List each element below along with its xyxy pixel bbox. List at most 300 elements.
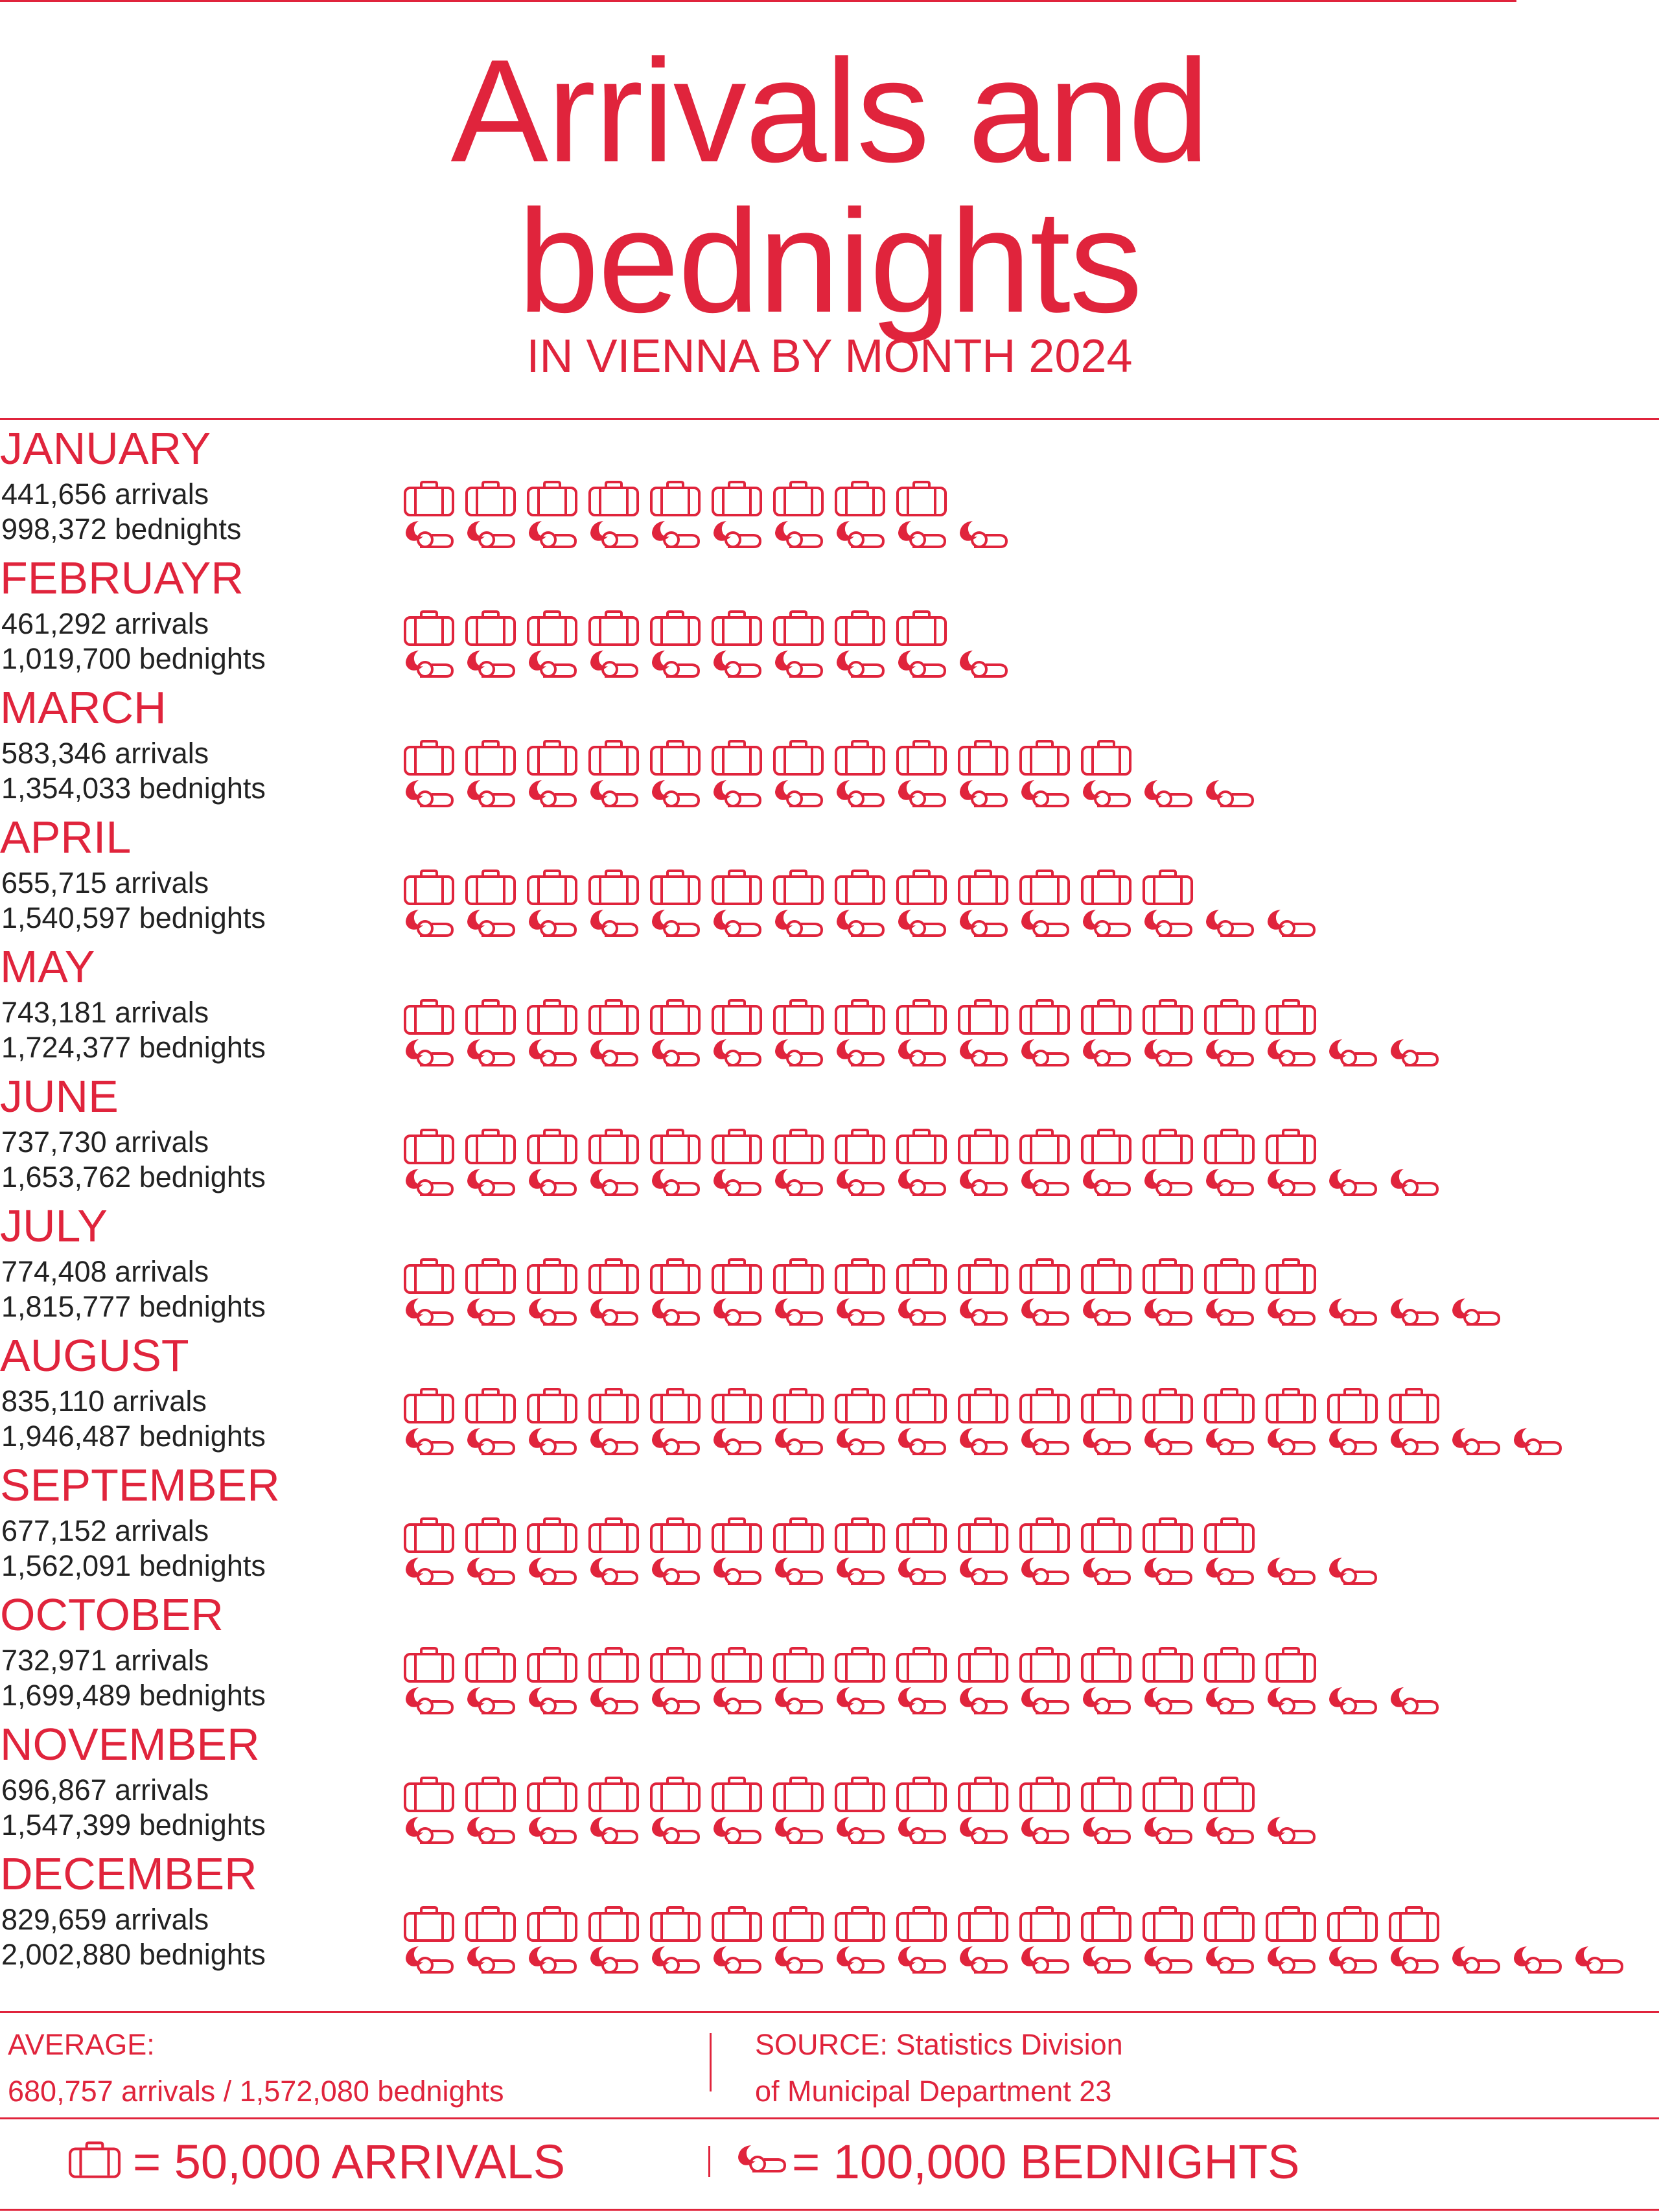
bed-icon bbox=[652, 1946, 699, 1972]
bed-icon bbox=[467, 1558, 514, 1584]
month-label: JULY bbox=[0, 1201, 108, 1251]
suitcase-icon bbox=[528, 1907, 576, 1941]
suitcase-icon bbox=[467, 1389, 515, 1422]
suitcase-icon bbox=[713, 1907, 761, 1941]
suitcase-icon bbox=[1082, 1778, 1130, 1811]
month-label: APRIL bbox=[0, 812, 132, 862]
bed-icon bbox=[837, 910, 883, 936]
bed-icon bbox=[529, 1817, 575, 1843]
arrivals-value: 583,346 arrivals bbox=[1, 737, 209, 770]
bed-icon bbox=[837, 1039, 883, 1065]
arrivals-value: 829,659 arrivals bbox=[1, 1903, 209, 1936]
bed-icon bbox=[1083, 780, 1130, 806]
suitcase-icon bbox=[1205, 1000, 1253, 1033]
suitcase-icon bbox=[774, 1648, 822, 1681]
suitcase-icon bbox=[590, 1648, 638, 1681]
suitcase-icon bbox=[1021, 1260, 1069, 1293]
month-row bbox=[0, 941, 1437, 1065]
suitcase-icon bbox=[467, 1648, 515, 1681]
suitcase-icon bbox=[651, 1778, 699, 1811]
arrivals-value: 835,110 arrivals bbox=[1, 1385, 207, 1418]
bed-icon bbox=[960, 1428, 1006, 1454]
suitcase-icon bbox=[959, 1778, 1007, 1811]
bed-icon bbox=[652, 1039, 699, 1065]
bed-icon bbox=[406, 1558, 452, 1584]
suitcase-icon bbox=[1144, 1000, 1192, 1033]
suitcase-icon bbox=[713, 1260, 761, 1293]
bed-icon bbox=[898, 1298, 945, 1324]
bed-icon bbox=[590, 780, 637, 806]
bed-icon bbox=[652, 780, 699, 806]
bed-icon bbox=[1452, 1946, 1499, 1972]
suitcase-icon bbox=[1267, 1907, 1315, 1941]
bed-icon bbox=[406, 521, 452, 547]
bed-icon bbox=[1144, 1039, 1191, 1065]
suitcase-icon bbox=[1082, 1907, 1130, 1941]
bed-icon bbox=[1021, 910, 1068, 936]
average-label: AVERAGE: bbox=[8, 2028, 155, 2061]
bed-icon bbox=[775, 1039, 822, 1065]
bed-icon bbox=[960, 1039, 1006, 1065]
bed-icon bbox=[652, 910, 699, 936]
suitcase-icon bbox=[898, 871, 946, 904]
suitcase-icon bbox=[467, 1778, 515, 1811]
suitcase-icon bbox=[713, 1648, 761, 1681]
bednights-value: 1,547,399 bednights bbox=[1, 1808, 266, 1841]
bed-icon bbox=[529, 1428, 575, 1454]
bed-icon bbox=[406, 1687, 452, 1713]
bed-icon bbox=[529, 651, 575, 676]
suitcase-icon bbox=[405, 612, 453, 645]
arrivals-value: 737,730 arrivals bbox=[1, 1125, 209, 1158]
month-label: MAY bbox=[0, 941, 95, 992]
bed-icon bbox=[1268, 1169, 1314, 1195]
bed-icon bbox=[467, 1298, 514, 1324]
bed-icon bbox=[1021, 1817, 1068, 1843]
suitcase-icon bbox=[1267, 1000, 1315, 1033]
bed-icon bbox=[898, 910, 945, 936]
bed-icon bbox=[652, 1687, 699, 1713]
suitcase-icon bbox=[836, 1519, 884, 1552]
suitcase-icon bbox=[959, 1000, 1007, 1033]
suitcase-icon bbox=[836, 1648, 884, 1681]
bed-icon bbox=[467, 1946, 514, 1972]
bed-icon bbox=[960, 780, 1006, 806]
bed-icon bbox=[1144, 780, 1191, 806]
legend-bednights-text: = 100,000 BEDNIGHTS bbox=[792, 2135, 1300, 2189]
bed-icon bbox=[652, 651, 699, 676]
bed-icon bbox=[775, 910, 822, 936]
pictogram-chart bbox=[0, 421, 1659, 2002]
bed-icon bbox=[1329, 1039, 1376, 1065]
bed-icon bbox=[590, 651, 637, 676]
bed-icon bbox=[1144, 1169, 1191, 1195]
bed-icon bbox=[652, 521, 699, 547]
suitcase-icon bbox=[467, 871, 515, 904]
suitcase-icon bbox=[1082, 871, 1130, 904]
bed-icon bbox=[898, 1687, 945, 1713]
suitcase-icon bbox=[959, 871, 1007, 904]
suitcase-icon bbox=[1267, 1648, 1315, 1681]
bed-icon bbox=[467, 1428, 514, 1454]
bednights-value: 1,699,489 bednights bbox=[1, 1679, 266, 1712]
suitcase-icon bbox=[1082, 1000, 1130, 1033]
suitcase-icon bbox=[898, 1389, 946, 1422]
month-row bbox=[0, 553, 1006, 676]
suitcase-icon bbox=[405, 871, 453, 904]
bed-icon bbox=[1083, 1817, 1130, 1843]
bed-icon bbox=[1514, 1946, 1560, 1972]
suitcase-icon bbox=[1205, 1389, 1253, 1422]
bed-icon bbox=[1144, 1298, 1191, 1324]
suitcase-icon bbox=[405, 1648, 453, 1681]
bed-icon bbox=[1329, 1946, 1376, 1972]
suitcase-icon bbox=[774, 741, 822, 774]
bed-icon bbox=[652, 1558, 699, 1584]
bed-icon bbox=[406, 1169, 452, 1195]
arrivals-value: 696,867 arrivals bbox=[1, 1773, 209, 1806]
bed-icon bbox=[529, 1946, 575, 1972]
suitcase-icon bbox=[528, 741, 576, 774]
bed-icon bbox=[590, 1169, 637, 1195]
source-line-2: of Municipal Department 23 bbox=[755, 2075, 1112, 2108]
suitcase-icon bbox=[651, 1648, 699, 1681]
chart-title bbox=[0, 29, 1659, 343]
suitcase-icon bbox=[1328, 1907, 1376, 1941]
suitcase-icon bbox=[590, 1907, 638, 1941]
bed-icon bbox=[1083, 1428, 1130, 1454]
month-label: NOVEMBER bbox=[0, 1719, 260, 1769]
bed-icon bbox=[529, 1169, 575, 1195]
suitcase-icon bbox=[467, 741, 515, 774]
bed-icon bbox=[406, 780, 452, 806]
suitcase-icon bbox=[1144, 1648, 1192, 1681]
bed-icon bbox=[775, 521, 822, 547]
bed-icon bbox=[713, 521, 760, 547]
bed-icon bbox=[837, 1817, 883, 1843]
suitcase-icon bbox=[774, 1260, 822, 1293]
suitcase-icon bbox=[836, 871, 884, 904]
bed-icon bbox=[1391, 1428, 1437, 1454]
bednights-value: 1,653,762 bednights bbox=[1, 1160, 266, 1193]
bed-icon bbox=[960, 910, 1006, 936]
bed-icon bbox=[1083, 1169, 1130, 1195]
suitcase-icon bbox=[1267, 1130, 1315, 1163]
bed-icon bbox=[1021, 1169, 1068, 1195]
bed-icon bbox=[1452, 1298, 1499, 1324]
source-block bbox=[755, 2022, 1123, 2115]
month-row bbox=[0, 1460, 1376, 1584]
bed-icon bbox=[529, 521, 575, 547]
bed-icon bbox=[406, 1298, 452, 1324]
bed-icon bbox=[1391, 1687, 1437, 1713]
bed-icon bbox=[406, 1428, 452, 1454]
bednights-value: 1,724,377 bednights bbox=[1, 1031, 266, 1064]
suitcase-icon bbox=[1205, 1130, 1253, 1163]
header-rule bbox=[0, 418, 1659, 420]
bed-icon bbox=[713, 780, 760, 806]
bed-icon bbox=[1083, 910, 1130, 936]
bed-icon bbox=[837, 1298, 883, 1324]
month-label: DECEMBER bbox=[0, 1849, 257, 1899]
suitcase-icon bbox=[713, 1778, 761, 1811]
bed-icon bbox=[775, 651, 822, 676]
suitcase-icon bbox=[1021, 871, 1069, 904]
footer-top-rule bbox=[0, 2011, 1659, 2013]
suitcase-icon bbox=[405, 482, 453, 515]
bednights-value: 1,562,091 bednights bbox=[1, 1549, 266, 1582]
suitcase-icon bbox=[528, 1000, 576, 1033]
arrivals-value: 677,152 arrivals bbox=[1, 1514, 209, 1547]
suitcase-icon bbox=[1390, 1907, 1438, 1941]
month-label: MARCH bbox=[0, 682, 167, 733]
suitcase-icon bbox=[959, 1260, 1007, 1293]
suitcase-icon bbox=[1021, 1130, 1069, 1163]
arrivals-value: 655,715 arrivals bbox=[1, 866, 209, 899]
bed-icon bbox=[1206, 910, 1253, 936]
bed-icon bbox=[898, 1169, 945, 1195]
bednights-value: 998,372 bednights bbox=[1, 513, 242, 546]
bed-icon bbox=[467, 1687, 514, 1713]
suitcase-icon bbox=[774, 612, 822, 645]
suitcase-icon bbox=[1082, 1260, 1130, 1293]
suitcase-icon bbox=[1205, 1648, 1253, 1681]
bed-icon bbox=[406, 1817, 452, 1843]
bed-icon bbox=[652, 1817, 699, 1843]
bednights-value: 2,002,880 bednights bbox=[1, 1938, 266, 1971]
bed-icon bbox=[590, 1817, 637, 1843]
suitcase-icon bbox=[528, 482, 576, 515]
suitcase-icon bbox=[1144, 1260, 1192, 1293]
suitcase-icon bbox=[1021, 1519, 1069, 1552]
bed-icon bbox=[467, 651, 514, 676]
bed-icon bbox=[1514, 1428, 1560, 1454]
suitcase-icon bbox=[1021, 1907, 1069, 1941]
month-label: SEPTEMBER bbox=[0, 1460, 280, 1510]
suitcase-icon bbox=[959, 1519, 1007, 1552]
suitcase-icon bbox=[1205, 1519, 1253, 1552]
bed-icon bbox=[1021, 1558, 1068, 1584]
bed-icon bbox=[775, 780, 822, 806]
suitcase-icon bbox=[713, 1130, 761, 1163]
suitcase-icon bbox=[713, 1389, 761, 1422]
suitcase-icon bbox=[836, 1389, 884, 1422]
suitcase-icon bbox=[774, 871, 822, 904]
bed-icon bbox=[406, 1946, 452, 1972]
suitcase-icon bbox=[959, 1130, 1007, 1163]
suitcase-icon bbox=[651, 871, 699, 904]
suitcase-icon bbox=[898, 741, 946, 774]
suitcase-icon bbox=[651, 1519, 699, 1552]
bed-icon bbox=[590, 1039, 637, 1065]
bed-icon bbox=[1329, 1428, 1376, 1454]
suitcase-icon bbox=[405, 1130, 453, 1163]
month-row bbox=[0, 1849, 1622, 1972]
bed-icon bbox=[1268, 910, 1314, 936]
suitcase-icon bbox=[713, 741, 761, 774]
bed-icon bbox=[898, 1428, 945, 1454]
suitcase-icon bbox=[590, 871, 638, 904]
suitcase-icon bbox=[1205, 1778, 1253, 1811]
suitcase-icon bbox=[651, 1130, 699, 1163]
bed-icon bbox=[590, 1428, 637, 1454]
bed-icon bbox=[837, 1687, 883, 1713]
suitcase-icon bbox=[590, 741, 638, 774]
bed-icon bbox=[1268, 1428, 1314, 1454]
bed-icon bbox=[652, 1428, 699, 1454]
suitcase-icon bbox=[1144, 1778, 1192, 1811]
bed-icon bbox=[467, 780, 514, 806]
bed-icon bbox=[467, 1817, 514, 1843]
average-value: 680,757 arrivals / 1,572,080 bednights bbox=[8, 2075, 504, 2108]
suitcase-icon bbox=[713, 612, 761, 645]
suitcase-icon bbox=[898, 1260, 946, 1293]
suitcase-icon bbox=[836, 1907, 884, 1941]
bed-icon bbox=[837, 1558, 883, 1584]
bed-icon bbox=[1083, 1558, 1130, 1584]
bed-icon bbox=[837, 1946, 883, 1972]
month-row bbox=[0, 1589, 1437, 1713]
source-line-1: SOURCE: Statistics Division bbox=[755, 2028, 1123, 2061]
suitcase-icon bbox=[774, 1000, 822, 1033]
bed-icon bbox=[529, 1298, 575, 1324]
bed-icon bbox=[837, 780, 883, 806]
suitcase-icon bbox=[651, 482, 699, 515]
suitcase-icon bbox=[959, 1907, 1007, 1941]
bed-icon bbox=[837, 651, 883, 676]
suitcase-icon bbox=[467, 612, 515, 645]
suitcase-icon bbox=[590, 1389, 638, 1422]
bed-icon bbox=[1206, 1298, 1253, 1324]
suitcase-icon bbox=[405, 1778, 453, 1811]
bed-icon bbox=[837, 1169, 883, 1195]
suitcase-icon bbox=[1328, 1389, 1376, 1422]
bed-icon bbox=[467, 1039, 514, 1065]
bed-icon bbox=[960, 1169, 1006, 1195]
suitcase-icon bbox=[1021, 1000, 1069, 1033]
bed-icon bbox=[590, 910, 637, 936]
suitcase-icon bbox=[1082, 1389, 1130, 1422]
bed-icon bbox=[1206, 780, 1253, 806]
bed-icon bbox=[467, 521, 514, 547]
month-row bbox=[0, 1071, 1437, 1195]
suitcase-icon bbox=[836, 1260, 884, 1293]
suitcase-icon bbox=[1205, 1907, 1253, 1941]
suitcase-icon bbox=[590, 1778, 638, 1811]
suitcase-icon bbox=[1021, 741, 1069, 774]
suitcase-icon bbox=[836, 1778, 884, 1811]
average-block bbox=[8, 2022, 504, 2115]
bed-icon bbox=[960, 1687, 1006, 1713]
suitcase-icon bbox=[774, 482, 822, 515]
bed-icon bbox=[960, 651, 1006, 676]
bed-icon bbox=[1268, 1558, 1314, 1584]
suitcase-icon bbox=[898, 482, 946, 515]
bed-icon bbox=[1206, 1558, 1253, 1584]
bed-icon bbox=[960, 1298, 1006, 1324]
suitcase-icon bbox=[528, 612, 576, 645]
bed-icon bbox=[713, 1298, 760, 1324]
arrivals-value: 441,656 arrivals bbox=[1, 478, 209, 511]
bed-icon bbox=[960, 1946, 1006, 1972]
suitcase-icon bbox=[528, 1130, 576, 1163]
suitcase-icon bbox=[774, 1778, 822, 1811]
bed-icon bbox=[713, 1039, 760, 1065]
bed-icon bbox=[467, 910, 514, 936]
suitcase-icon bbox=[774, 1389, 822, 1422]
bed-icon bbox=[1206, 1428, 1253, 1454]
suitcase-icon bbox=[1144, 1519, 1192, 1552]
bed-icon bbox=[652, 1169, 699, 1195]
suitcase-icon bbox=[590, 612, 638, 645]
suitcase-icon bbox=[528, 1648, 576, 1681]
suitcase-icon bbox=[590, 482, 638, 515]
suitcase-icon bbox=[528, 871, 576, 904]
suitcase-icon bbox=[1144, 1389, 1192, 1422]
bed-icon bbox=[775, 1428, 822, 1454]
footer-divider bbox=[710, 2033, 712, 2091]
bed-icon bbox=[652, 1298, 699, 1324]
suitcase-icon bbox=[651, 1000, 699, 1033]
bed-icon bbox=[1391, 1946, 1437, 1972]
month-row bbox=[0, 1719, 1314, 1843]
legend-arrivals-text: = 50,000 ARRIVALS bbox=[133, 2135, 566, 2189]
bednights-value: 1,815,777 bednights bbox=[1, 1290, 266, 1323]
bednights-value: 1,540,597 bednights bbox=[1, 901, 266, 934]
bed-icon bbox=[713, 1169, 760, 1195]
suitcase-icon bbox=[959, 741, 1007, 774]
suitcase-icon bbox=[467, 482, 515, 515]
bed-icon bbox=[775, 1817, 822, 1843]
month-label: JANUARY bbox=[0, 423, 211, 474]
bed-icon bbox=[1206, 1687, 1253, 1713]
bed-icon bbox=[590, 1298, 637, 1324]
bednights-value: 1,946,487 bednights bbox=[1, 1420, 266, 1453]
suitcase-icon bbox=[959, 1648, 1007, 1681]
suitcase-icon bbox=[68, 2141, 121, 2179]
bed-icon bbox=[1021, 780, 1068, 806]
month-label: FEBRUAYR bbox=[0, 553, 244, 603]
suitcase-icon bbox=[1205, 1260, 1253, 1293]
bed-icon bbox=[1452, 1428, 1499, 1454]
month-row bbox=[0, 1330, 1560, 1454]
bottom-rule bbox=[0, 2209, 1659, 2211]
bed-icon bbox=[1268, 1817, 1314, 1843]
bed-icon bbox=[1144, 910, 1191, 936]
suitcase-icon bbox=[836, 1000, 884, 1033]
suitcase-icon bbox=[898, 1907, 946, 1941]
bed-icon bbox=[1391, 1039, 1437, 1065]
bed-icon bbox=[1144, 1428, 1191, 1454]
suitcase-icon bbox=[528, 1260, 576, 1293]
suitcase-icon bbox=[528, 1519, 576, 1552]
chart-subtitle: IN VIENNA BY MONTH 2024 bbox=[526, 330, 1133, 382]
bed-icon bbox=[1206, 1169, 1253, 1195]
suitcase-icon bbox=[898, 1130, 946, 1163]
bed-icon bbox=[1144, 1687, 1191, 1713]
bed-icon bbox=[1268, 1298, 1314, 1324]
bed-icon bbox=[1329, 1169, 1376, 1195]
bed-icon bbox=[1144, 1946, 1191, 1972]
suitcase-icon bbox=[1144, 871, 1192, 904]
suitcase-icon bbox=[651, 741, 699, 774]
bed-icon bbox=[736, 2143, 787, 2174]
bed-icon bbox=[960, 1558, 1006, 1584]
suitcase-icon bbox=[836, 741, 884, 774]
bed-icon bbox=[1021, 1298, 1068, 1324]
bed-icon bbox=[1206, 1946, 1253, 1972]
suitcase-icon bbox=[405, 1000, 453, 1033]
